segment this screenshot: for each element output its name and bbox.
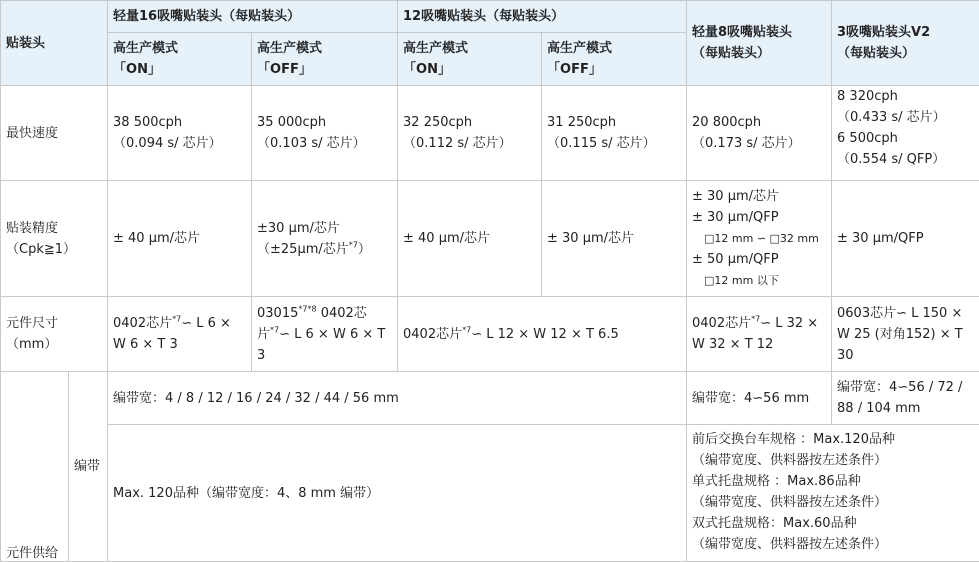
mode-label: 高生产模式	[403, 41, 469, 56]
speed-per-qfp: （0.554 s/ QFP）	[837, 152, 946, 167]
header-8-nozzle	[687, 1, 832, 86]
header-3-line1: 3吸嘴贴装头V2	[837, 25, 931, 40]
size-text: ∽ L 6 ×	[181, 316, 231, 331]
size-text: 3	[257, 347, 266, 363]
feeder-condition: （编带宽度、供料器按左述条件）	[692, 537, 888, 552]
paren-close: ）	[357, 241, 371, 257]
size-8	[687, 297, 832, 372]
accuracy-8	[687, 181, 832, 297]
size-12	[398, 297, 687, 372]
accuracy-value: ± 30 μm/芯片	[692, 189, 780, 204]
tape-width-main: 编带宽：4 / 8 / 12 / 16 / 24 / 32 / 44 / 56 mm	[108, 372, 687, 425]
mode-16-off	[252, 33, 398, 86]
speed-value: 35 000cph	[257, 115, 327, 130]
speed-value: 38 500cph	[113, 115, 183, 130]
accuracy-value: ±30 μm/芯片	[257, 220, 340, 236]
header-8-line1: 轻量8吸嘴贴装头	[692, 25, 793, 40]
mode-on: 「ON」	[403, 62, 451, 77]
size-text: 03015	[257, 305, 299, 321]
size-text: ∽ L 12 × W 12 × T 6.5	[471, 326, 619, 342]
accuracy-12-off: ± 30 μm/芯片	[542, 181, 687, 297]
row-label-size	[1, 297, 108, 372]
accuracy-value: ± 30 μm/QFP	[692, 210, 779, 225]
speed-value: 6 500cph	[837, 131, 898, 146]
feeder-spec: 前后交换台车规格 ：Max.120品种	[692, 432, 895, 447]
corner-header: 贴装头	[1, 1, 108, 86]
speed-16-on	[108, 86, 252, 181]
speed-value: 31 250cph	[547, 115, 617, 130]
speed-12-off	[542, 86, 687, 181]
accuracy-label: 贴装精度	[6, 220, 59, 236]
speed-value: 8 320cph	[837, 89, 898, 104]
mode-off: 「OFF」	[257, 62, 312, 77]
tape-width-8: 编带宽：4∽56 mm	[687, 372, 832, 425]
accuracy-condition: □12 mm ∽ □32 mm	[704, 232, 819, 245]
size-text: W 6 × T 3	[113, 337, 178, 352]
size-text: 0402芯	[316, 305, 367, 321]
size-text: W 25 (对角152) × T	[837, 326, 963, 342]
header-3-nozzle	[832, 1, 979, 86]
size-text: 0402芯片	[113, 316, 173, 331]
footnote-ref: *7	[751, 314, 761, 324]
size-text: 0603芯片∽ L 150 ×	[837, 305, 963, 321]
feeder-condition: （编带宽度、供料器按左述条件）	[692, 495, 888, 510]
size-text: 0402芯片	[692, 316, 752, 331]
size-text: 0402芯片	[403, 326, 463, 342]
header-12-nozzle: 12吸嘴贴装头（每贴装头）	[398, 1, 687, 33]
footnote-ref: *7	[462, 325, 472, 335]
tape-width-3	[832, 372, 979, 425]
header-3-line2: （每贴装头）	[837, 46, 916, 61]
accuracy-cpk: （Cpk≧1）	[6, 241, 77, 257]
mode-label: 高生产模式	[113, 41, 179, 56]
size-line	[257, 303, 392, 324]
size-text: ∽ L 6 × W 6 × T	[279, 326, 386, 342]
mode-label: 高生产模式	[547, 41, 613, 56]
footnote-ref: *7	[348, 240, 358, 250]
mode-12-on	[398, 33, 542, 86]
header-8-line2: （每贴装头）	[692, 46, 771, 61]
accuracy-value: ± 50 μm/QFP	[692, 252, 779, 267]
header-16-nozzle: 轻量16吸嘴贴装头（每贴装头）	[108, 1, 398, 33]
size-16-on	[108, 297, 252, 372]
size-line	[113, 313, 246, 334]
size-text: 片	[257, 326, 271, 342]
footnote-ref: *7*8	[298, 304, 317, 314]
footnote-ref: *7	[172, 314, 182, 324]
size-line	[257, 324, 392, 345]
tape-width-text: 88 / 104 mm	[837, 401, 921, 416]
speed-16-off	[252, 86, 398, 181]
row-label-supply: 元件供给	[1, 372, 69, 562]
size-text: W 32 × T 12	[692, 337, 774, 352]
size-text: ∽ L 32 ×	[760, 316, 819, 331]
accuracy-3: ± 30 μm/QFP	[832, 181, 979, 297]
speed-per-chip: （0.115 s/ 芯片）	[547, 136, 656, 151]
tape-width-text: 编带宽：4∽56 / 72 /	[837, 380, 963, 395]
size-line	[692, 313, 826, 334]
speed-per-chip: （0.094 s/ 芯片）	[113, 136, 222, 151]
size-text: 30	[837, 347, 854, 363]
row-label-speed: 最快速度	[1, 86, 108, 181]
accuracy-16-on: ± 40 μm/芯片	[108, 181, 252, 297]
speed-per-chip: （0.173 s/ 芯片）	[692, 136, 801, 151]
feeder-count-main: Max. 120品种（编带宽度：4、8 mm 编带）	[108, 425, 687, 562]
size-16-off	[252, 297, 398, 372]
feeder-count-right	[687, 425, 979, 562]
accuracy-12-on: ± 40 μm/芯片	[398, 181, 542, 297]
speed-3	[832, 86, 979, 181]
mode-on: 「ON」	[113, 62, 161, 77]
size-3	[832, 297, 979, 372]
footnote-ref: *7	[270, 325, 280, 335]
mode-12-off	[542, 33, 687, 86]
mode-label: 高生产模式	[257, 41, 323, 56]
speed-8	[687, 86, 832, 181]
speed-per-chip: （0.103 s/ 芯片）	[257, 136, 366, 151]
speed-per-chip: （0.433 s/ 芯片）	[837, 110, 946, 125]
mode-off: 「OFF」	[547, 62, 602, 77]
speed-value: 32 250cph	[403, 115, 473, 130]
size-unit: （mm）	[6, 337, 58, 352]
speed-per-chip: （0.112 s/ 芯片）	[403, 136, 512, 151]
row-sublabel-tape: 编带	[69, 372, 108, 562]
speed-value: 20 800cph	[692, 115, 762, 130]
mode-16-on	[108, 33, 252, 86]
accuracy-alt	[257, 239, 392, 260]
accuracy-condition: □12 mm 以下	[704, 274, 779, 287]
feeder-spec: 单式托盘规格 ：Max.86品种	[692, 474, 861, 489]
feeder-spec: 双式托盘规格：Max.60品种	[692, 516, 857, 531]
speed-12-on	[398, 86, 542, 181]
size-label: 元件尺寸	[6, 316, 59, 331]
accuracy-16-off	[252, 181, 398, 297]
row-label-accuracy	[1, 181, 108, 297]
accuracy-alt-text: （±25μm/芯片	[257, 241, 349, 257]
feeder-condition: （编带宽度、供料器按左述条件）	[692, 453, 888, 468]
